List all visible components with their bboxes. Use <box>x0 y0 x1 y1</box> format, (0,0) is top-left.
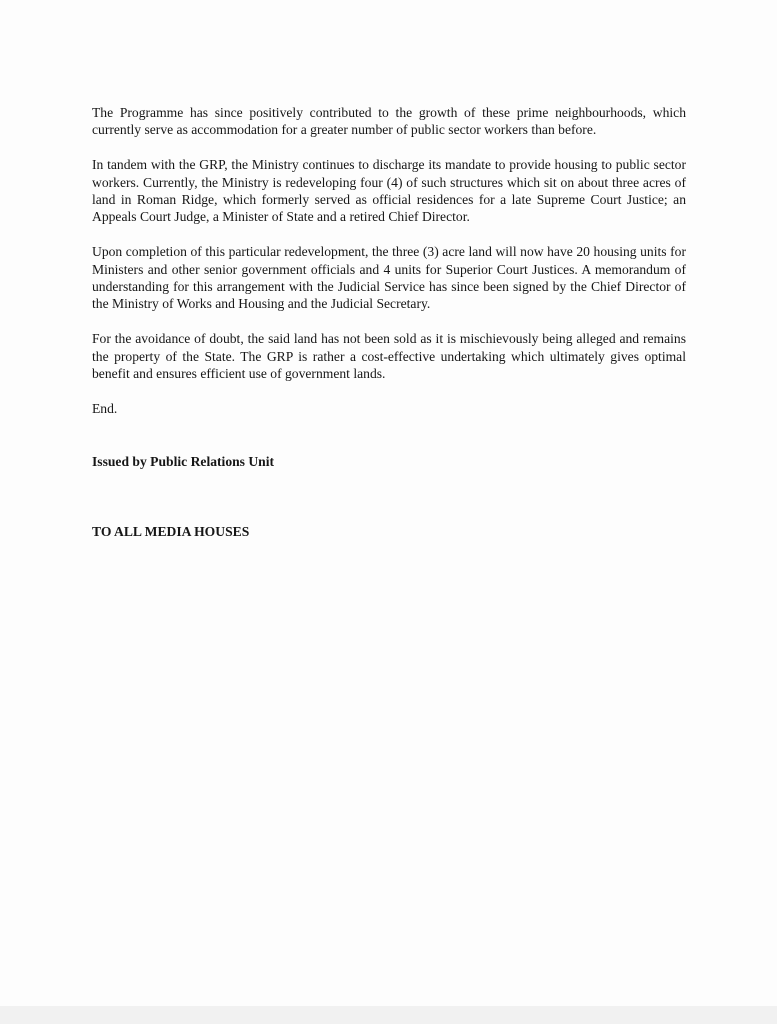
recipients-line: TO ALL MEDIA HOUSES <box>92 523 250 539</box>
paragraph-ministry-mandate: In tandem with the GRP, the Ministry continues to discharge its mandate to provide housing to public sector workers. Currently, the Ministry is redeveloping four (4) of such structures which sit on about three acres of land in Roman Ridge, which formerly served as official residences for a late Supreme Court Justice; an Appeals Court Judge, a Minister of State and a retired Chief Director. <box>92 157 686 225</box>
paragraph-programme-contribution: The Programme has since positively contributed to the growth of these prime neighbourhoods, which currently serve as accommodation for a greater number of public sector workers than before. <box>92 105 686 138</box>
document-body <box>92 104 686 540</box>
end-marker: End. <box>92 400 118 416</box>
paragraph-avoidance-of-doubt: For the avoidance of doubt, the said land has not been sold as it is mischievously being alleged and remains the property of the State. The GRP is rather a cost-effective undertaking which ultimately gives optimal benefit and ensures efficient use of government lands. <box>92 331 686 382</box>
issued-by-line: Issued by Public Relations Unit <box>92 454 275 470</box>
bottom-edge-strip <box>0 1006 777 1024</box>
paragraph-redevelopment-completion: Upon completion of this particular redevelopment, the three (3) acre land will now have 20 housing units for Ministers and other senior government officials and 4 units for Superior Court Justices. A memorandum of understanding for this arrangement with the Judicial Service has since been signed by the Chief Director of the Ministry of Works and Housing and the Judicial Secretary. <box>92 244 686 312</box>
